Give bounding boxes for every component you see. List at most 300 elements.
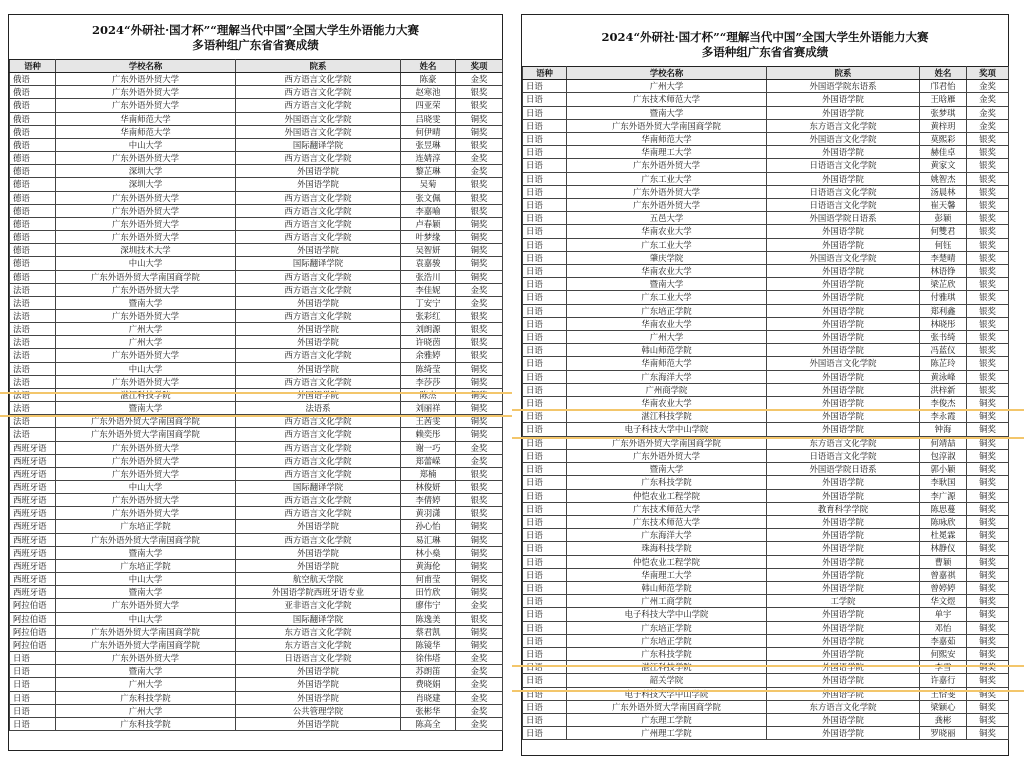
table-row xyxy=(523,106,1009,119)
table-row xyxy=(523,185,1009,198)
cell-department: 西方语言文化学院 xyxy=(236,428,401,441)
cell-name: 徐伟塔 xyxy=(401,652,456,665)
cell-award: 银奖 xyxy=(967,146,1009,159)
table-row xyxy=(10,652,503,665)
cell-department: 外国语学院 xyxy=(767,93,920,106)
cell-award: 银奖 xyxy=(967,278,1009,291)
table-row xyxy=(10,546,503,559)
table-row xyxy=(523,647,1009,660)
cell-name: 张浩川 xyxy=(401,270,456,283)
cell-name: 林语铮 xyxy=(920,265,967,278)
cell-school: 广东科技学院 xyxy=(56,717,236,730)
cell-language: 日语 xyxy=(523,674,567,687)
cell-award: 铜奖 xyxy=(967,647,1009,660)
cell-award: 银奖 xyxy=(456,191,503,204)
cell-award: 铜奖 xyxy=(967,397,1009,410)
cell-award: 铜奖 xyxy=(456,362,503,375)
cell-name: 郑蕾嵘 xyxy=(401,454,456,467)
table-row xyxy=(10,573,503,586)
cell-award: 铜奖 xyxy=(456,231,503,244)
cell-name: 四亚荣 xyxy=(401,99,456,112)
cell-school: 湛江科技学院 xyxy=(567,661,767,674)
cell-language: 日语 xyxy=(523,423,567,436)
cell-school: 广东培正学院 xyxy=(567,304,767,317)
cell-award: 铜奖 xyxy=(967,542,1009,555)
cell-department: 西方语言文化学院 xyxy=(236,375,401,388)
table-row xyxy=(523,119,1009,132)
cell-language: 日语 xyxy=(523,621,567,634)
cell-award: 铜奖 xyxy=(967,568,1009,581)
cell-department: 外国语学院 xyxy=(767,529,920,542)
cell-department: 东方语言文化学院 xyxy=(767,119,920,132)
cell-name: 黄羽潇 xyxy=(401,507,456,520)
cell-language: 日语 xyxy=(10,691,56,704)
cell-language: 日语 xyxy=(523,397,567,410)
cell-school: 广东外语外贸大学 xyxy=(56,494,236,507)
cell-name: 李俊杰 xyxy=(920,397,967,410)
table-row xyxy=(523,199,1009,212)
cell-school: 广东外语外贸大学南国商学院 xyxy=(567,700,767,713)
cell-name: 林俊妍 xyxy=(401,481,456,494)
header-name: 姓名 xyxy=(401,60,456,73)
left-results-table xyxy=(9,59,503,731)
cell-name: 陈逸美 xyxy=(401,612,456,625)
cell-name: 肖晓建 xyxy=(401,691,456,704)
cell-language: 日语 xyxy=(523,331,567,344)
cell-name: 赫佳卓 xyxy=(920,146,967,159)
table-row xyxy=(523,621,1009,634)
cell-award: 铜奖 xyxy=(456,217,503,230)
cell-department: 外国语学院 xyxy=(767,674,920,687)
highlight-line xyxy=(512,409,1024,411)
cell-school: 深圳技术大学 xyxy=(56,244,236,257)
cell-department: 国际翻译学院 xyxy=(236,138,401,151)
cell-language: 日语 xyxy=(523,291,567,304)
cell-name: 何甫莹 xyxy=(401,573,456,586)
cell-award: 银奖 xyxy=(456,323,503,336)
cell-school: 广东外语外贸大学 xyxy=(567,449,767,462)
cell-award: 金奖 xyxy=(456,599,503,612)
cell-school: 华南理工大学 xyxy=(567,146,767,159)
table-row xyxy=(523,331,1009,344)
cell-award: 铜奖 xyxy=(456,586,503,599)
cell-department: 日语语言文化学院 xyxy=(767,185,920,198)
cell-award: 铜奖 xyxy=(456,546,503,559)
table-row xyxy=(523,568,1009,581)
cell-award: 金奖 xyxy=(456,691,503,704)
cell-award: 铜奖 xyxy=(967,449,1009,462)
cell-language: 日语 xyxy=(10,704,56,717)
cell-language: 日语 xyxy=(523,159,567,172)
cell-award: 银奖 xyxy=(967,238,1009,251)
cell-school: 暨南大学 xyxy=(567,278,767,291)
cell-award: 金奖 xyxy=(456,717,503,730)
cell-name: 张文佩 xyxy=(401,191,456,204)
cell-department: 外国语学院 xyxy=(767,647,920,660)
cell-award: 银奖 xyxy=(967,251,1009,264)
cell-award: 银奖 xyxy=(456,178,503,191)
table-row xyxy=(10,599,503,612)
cell-language: 阿拉伯语 xyxy=(10,638,56,651)
cell-language: 德语 xyxy=(10,270,56,283)
cell-school: 广东外语外贸大学 xyxy=(567,199,767,212)
header-school: 学校名称 xyxy=(567,67,767,80)
cell-department: 外国语言文化学院 xyxy=(236,112,401,125)
cell-department: 西方语言文化学院 xyxy=(236,270,401,283)
table-row xyxy=(10,612,503,625)
cell-school: 广东外语外贸大学南国商学院 xyxy=(56,270,236,283)
cell-language: 日语 xyxy=(523,608,567,621)
cell-name: 田竹欣 xyxy=(401,586,456,599)
cell-school: 广东外语外贸大学 xyxy=(56,231,236,244)
cell-school: 广州理工学院 xyxy=(567,727,767,740)
cell-department: 外国语言文化学院 xyxy=(767,357,920,370)
cell-department: 外国语学院 xyxy=(767,621,920,634)
cell-award: 铜奖 xyxy=(456,573,503,586)
cell-school: 广东外语外贸大学南国商学院 xyxy=(567,436,767,449)
cell-department: 外国语学院 xyxy=(767,172,920,185)
header-language: 语种 xyxy=(523,67,567,80)
cell-language: 日语 xyxy=(523,383,567,396)
cell-department: 亚非语言文化学院 xyxy=(236,599,401,612)
cell-school: 暨南大学 xyxy=(56,665,236,678)
cell-award: 铜奖 xyxy=(967,489,1009,502)
cell-language: 日语 xyxy=(523,225,567,238)
cell-department: 日语语言文化学院 xyxy=(236,652,401,665)
table-row xyxy=(10,533,503,546)
cell-department: 外国语学院 xyxy=(236,717,401,730)
cell-school: 广州大学 xyxy=(56,704,236,717)
cell-language: 阿拉伯语 xyxy=(10,612,56,625)
cell-name: 华文煜 xyxy=(920,595,967,608)
cell-language: 德语 xyxy=(10,244,56,257)
cell-department: 外国语学院 xyxy=(767,278,920,291)
cell-school: 仲恺农业工程学院 xyxy=(567,489,767,502)
cell-name: 彭颖 xyxy=(920,212,967,225)
cell-language: 日语 xyxy=(523,463,567,476)
cell-award: 铜奖 xyxy=(967,476,1009,489)
table-row xyxy=(10,349,503,362)
cell-school: 仲恺农业工程学院 xyxy=(567,555,767,568)
header-department: 院系 xyxy=(236,60,401,73)
cell-award: 银奖 xyxy=(456,494,503,507)
cell-name: 廖伟宁 xyxy=(401,599,456,612)
cell-language: 日语 xyxy=(523,436,567,449)
cell-school: 暨南大学 xyxy=(567,106,767,119)
cell-award: 银奖 xyxy=(967,199,1009,212)
cell-award: 银奖 xyxy=(967,133,1009,146)
cell-department: 外国语学院 xyxy=(767,542,920,555)
cell-name: 黄梓玥 xyxy=(920,119,967,132)
cell-award: 铜奖 xyxy=(456,559,503,572)
cell-school: 电子科技大学中山学院 xyxy=(567,687,767,700)
cell-name: 何伊晴 xyxy=(401,125,456,138)
header-department: 院系 xyxy=(767,67,920,80)
cell-language: 日语 xyxy=(523,661,567,674)
cell-name: 梁颖心 xyxy=(920,700,967,713)
cell-award: 银奖 xyxy=(967,212,1009,225)
table-row xyxy=(10,165,503,178)
cell-department: 西方语言文化学院 xyxy=(236,231,401,244)
cell-school: 广东培正学院 xyxy=(567,634,767,647)
cell-name: 何雙君 xyxy=(920,225,967,238)
cell-language: 德语 xyxy=(10,165,56,178)
cell-school: 广东外语外贸大学 xyxy=(56,152,236,165)
cell-name: 蔡君凯 xyxy=(401,625,456,638)
right-title-block xyxy=(522,15,1008,66)
table-row xyxy=(10,494,503,507)
cell-school: 广东外语外贸大学南国商学院 xyxy=(56,428,236,441)
cell-school: 广东外语外贸大学 xyxy=(56,507,236,520)
cell-school: 五邑大学 xyxy=(567,212,767,225)
table-row xyxy=(10,309,503,322)
cell-name: 钟海 xyxy=(920,423,967,436)
cell-name: 李永霞 xyxy=(920,410,967,423)
cell-award: 铜奖 xyxy=(456,402,503,415)
cell-award: 铜奖 xyxy=(967,634,1009,647)
cell-language: 西班牙语 xyxy=(10,467,56,480)
table-row xyxy=(10,99,503,112)
cell-language: 日语 xyxy=(523,647,567,660)
cell-school: 广东外语外贸大学 xyxy=(56,73,236,86)
cell-school: 肇庆学院 xyxy=(567,251,767,264)
cell-name: 陈杰 xyxy=(401,388,456,401)
table-row xyxy=(523,476,1009,489)
cell-language: 法语 xyxy=(10,349,56,362)
cell-language: 日语 xyxy=(523,119,567,132)
cell-name: 孙心怡 xyxy=(401,520,456,533)
cell-name: 丁安宁 xyxy=(401,296,456,309)
cell-language: 日语 xyxy=(523,568,567,581)
cell-department: 东方语言文化学院 xyxy=(767,436,920,449)
table-row xyxy=(523,251,1009,264)
cell-language: 俄语 xyxy=(10,125,56,138)
left-title-block xyxy=(9,15,502,59)
cell-language: 法语 xyxy=(10,388,56,401)
cell-school: 广东外语外贸大学南国商学院 xyxy=(567,119,767,132)
cell-language: 日语 xyxy=(523,555,567,568)
cell-school: 广东外语外贸大学 xyxy=(56,599,236,612)
cell-school: 广东外语外贸大学 xyxy=(567,185,767,198)
cell-language: 法语 xyxy=(10,336,56,349)
table-row xyxy=(523,542,1009,555)
cell-language: 阿拉伯语 xyxy=(10,599,56,612)
cell-department: 外国语学院 xyxy=(767,515,920,528)
cell-school: 广州大学 xyxy=(56,336,236,349)
cell-department: 外国语学院 xyxy=(767,225,920,238)
cell-language: 日语 xyxy=(523,251,567,264)
cell-language: 日语 xyxy=(10,678,56,691)
table-row xyxy=(10,625,503,638)
cell-school: 广州工商学院 xyxy=(567,595,767,608)
table-row xyxy=(10,507,503,520)
cell-award: 铜奖 xyxy=(967,423,1009,436)
cell-school: 华南师范大学 xyxy=(567,357,767,370)
cell-school: 华南农业大学 xyxy=(567,317,767,330)
cell-school: 广东理工学院 xyxy=(567,713,767,726)
cell-department: 东方语言文化学院 xyxy=(236,638,401,651)
cell-language: 日语 xyxy=(523,317,567,330)
cell-school: 韩山师范学院 xyxy=(567,581,767,594)
cell-name: 曾嘉祺 xyxy=(920,568,967,581)
cell-school: 广东工业大学 xyxy=(567,291,767,304)
cell-department: 外国语学院 xyxy=(767,608,920,621)
cell-department: 外国语学院 xyxy=(767,344,920,357)
cell-name: 赖奕彤 xyxy=(401,428,456,441)
cell-award: 铜奖 xyxy=(967,713,1009,726)
cell-name: 李耿国 xyxy=(920,476,967,489)
cell-award: 铜奖 xyxy=(967,410,1009,423)
cell-award: 金奖 xyxy=(967,93,1009,106)
cell-school: 广州大学 xyxy=(56,323,236,336)
cell-department: 西方语言文化学院 xyxy=(236,454,401,467)
cell-department: 外国语学院 xyxy=(767,476,920,489)
cell-department: 外国语学院 xyxy=(767,304,920,317)
cell-name: 吕晓雯 xyxy=(401,112,456,125)
cell-school: 广东外语外贸大学 xyxy=(56,217,236,230)
table-row xyxy=(10,362,503,375)
cell-award: 银奖 xyxy=(456,99,503,112)
cell-award: 银奖 xyxy=(456,467,503,480)
table-row xyxy=(10,428,503,441)
cell-name: 王茜雯 xyxy=(401,415,456,428)
cell-award: 铜奖 xyxy=(967,555,1009,568)
cell-school: 暨南大学 xyxy=(56,402,236,415)
cell-department: 外国语学院 xyxy=(236,678,401,691)
cell-name: 余雅婷 xyxy=(401,349,456,362)
table-row xyxy=(523,595,1009,608)
cell-department: 外国语学院 xyxy=(236,546,401,559)
cell-award: 银奖 xyxy=(967,344,1009,357)
cell-award: 银奖 xyxy=(967,383,1009,396)
cell-language: 日语 xyxy=(523,146,567,159)
cell-school: 暨南大学 xyxy=(567,463,767,476)
cell-language: 西班牙语 xyxy=(10,481,56,494)
highlight-line xyxy=(0,415,512,417)
cell-department: 外国语学院西班牙语专业 xyxy=(236,586,401,599)
cell-name: 龚彬 xyxy=(920,713,967,726)
cell-award: 金奖 xyxy=(456,678,503,691)
table-row xyxy=(523,608,1009,621)
cell-language: 法语 xyxy=(10,375,56,388)
cell-award: 银奖 xyxy=(967,291,1009,304)
cell-school: 电子科技大学中山学院 xyxy=(567,608,767,621)
cell-language: 日语 xyxy=(523,344,567,357)
cell-award: 铜奖 xyxy=(967,674,1009,687)
table-row xyxy=(10,665,503,678)
cell-language: 德语 xyxy=(10,178,56,191)
cell-award: 银奖 xyxy=(967,185,1009,198)
cell-award: 银奖 xyxy=(456,349,503,362)
cell-language: 西班牙语 xyxy=(10,559,56,572)
cell-department: 外国语言文化学院 xyxy=(767,251,920,264)
cell-department: 东方语言文化学院 xyxy=(236,625,401,638)
cell-department: 外国语言文化学院 xyxy=(236,125,401,138)
cell-name: 李倩婷 xyxy=(401,494,456,507)
cell-department: 西方语言文化学院 xyxy=(236,99,401,112)
cell-name: 包淳淑 xyxy=(920,449,967,462)
cell-department: 国际翻译学院 xyxy=(236,612,401,625)
cell-award: 金奖 xyxy=(967,106,1009,119)
cell-school: 中山大学 xyxy=(56,612,236,625)
cell-award: 铜奖 xyxy=(967,463,1009,476)
cell-department: 西方语言文化学院 xyxy=(236,415,401,428)
cell-award: 铜奖 xyxy=(456,125,503,138)
table-row xyxy=(10,191,503,204)
cell-award: 金奖 xyxy=(456,296,503,309)
cell-name: 汤晨林 xyxy=(920,185,967,198)
cell-award: 铜奖 xyxy=(456,428,503,441)
table-row xyxy=(523,212,1009,225)
cell-name: 叶梦缘 xyxy=(401,231,456,244)
cell-school: 广东技术师范大学 xyxy=(567,515,767,528)
cell-school: 湛江科技学院 xyxy=(567,410,767,423)
cell-language: 阿拉伯语 xyxy=(10,625,56,638)
cell-department: 西方语言文化学院 xyxy=(236,467,401,480)
cell-award: 铜奖 xyxy=(967,515,1009,528)
table-row xyxy=(523,515,1009,528)
table-row xyxy=(523,410,1009,423)
cell-name: 许晓茵 xyxy=(401,336,456,349)
cell-name: 邝君怡 xyxy=(920,80,967,93)
cell-school: 广东外语外贸大学 xyxy=(56,283,236,296)
cell-name: 陈思蔓 xyxy=(920,502,967,515)
cell-name: 易汇琳 xyxy=(401,533,456,546)
cell-department: 外国语学院日语系 xyxy=(767,212,920,225)
cell-language: 俄语 xyxy=(10,112,56,125)
cell-school: 广东外语外贸大学 xyxy=(56,454,236,467)
cell-award: 银奖 xyxy=(456,336,503,349)
cell-name: 李楚晴 xyxy=(920,251,967,264)
cell-language: 西班牙语 xyxy=(10,546,56,559)
left-table-body xyxy=(10,73,503,731)
table-row xyxy=(10,244,503,257)
cell-language: 俄语 xyxy=(10,86,56,99)
table-row xyxy=(10,638,503,651)
cell-name: 张梦琪 xyxy=(920,106,967,119)
cell-school: 中山大学 xyxy=(56,481,236,494)
table-row xyxy=(10,336,503,349)
cell-language: 日语 xyxy=(10,652,56,665)
table-row xyxy=(523,80,1009,93)
cell-department: 西方语言文化学院 xyxy=(236,152,401,165)
cell-school: 广东工业大学 xyxy=(567,172,767,185)
right-results-table xyxy=(522,66,1009,740)
cell-department: 外国语学院 xyxy=(236,296,401,309)
cell-department: 公共管理学院 xyxy=(236,704,401,717)
cell-name: 陈芷玲 xyxy=(920,357,967,370)
table-row xyxy=(523,238,1009,251)
cell-department: 外国语学院 xyxy=(767,383,920,396)
cell-department: 外国语学院 xyxy=(767,397,920,410)
cell-language: 德语 xyxy=(10,231,56,244)
cell-name: 王晗雁 xyxy=(920,93,967,106)
cell-name: 黄泳峰 xyxy=(920,370,967,383)
cell-language: 西班牙语 xyxy=(10,573,56,586)
cell-department: 工学院 xyxy=(767,595,920,608)
table-row xyxy=(10,467,503,480)
cell-department: 外国语学院 xyxy=(236,559,401,572)
cell-award: 金奖 xyxy=(967,119,1009,132)
cell-language: 日语 xyxy=(523,199,567,212)
cell-school: 广东工业大学 xyxy=(567,238,767,251)
cell-award: 铜奖 xyxy=(456,257,503,270)
cell-school: 韶关学院 xyxy=(567,674,767,687)
cell-department: 外国语学院 xyxy=(767,713,920,726)
cell-name: 许嘉行 xyxy=(920,674,967,687)
cell-school: 华南农业大学 xyxy=(567,225,767,238)
table-row xyxy=(10,691,503,704)
